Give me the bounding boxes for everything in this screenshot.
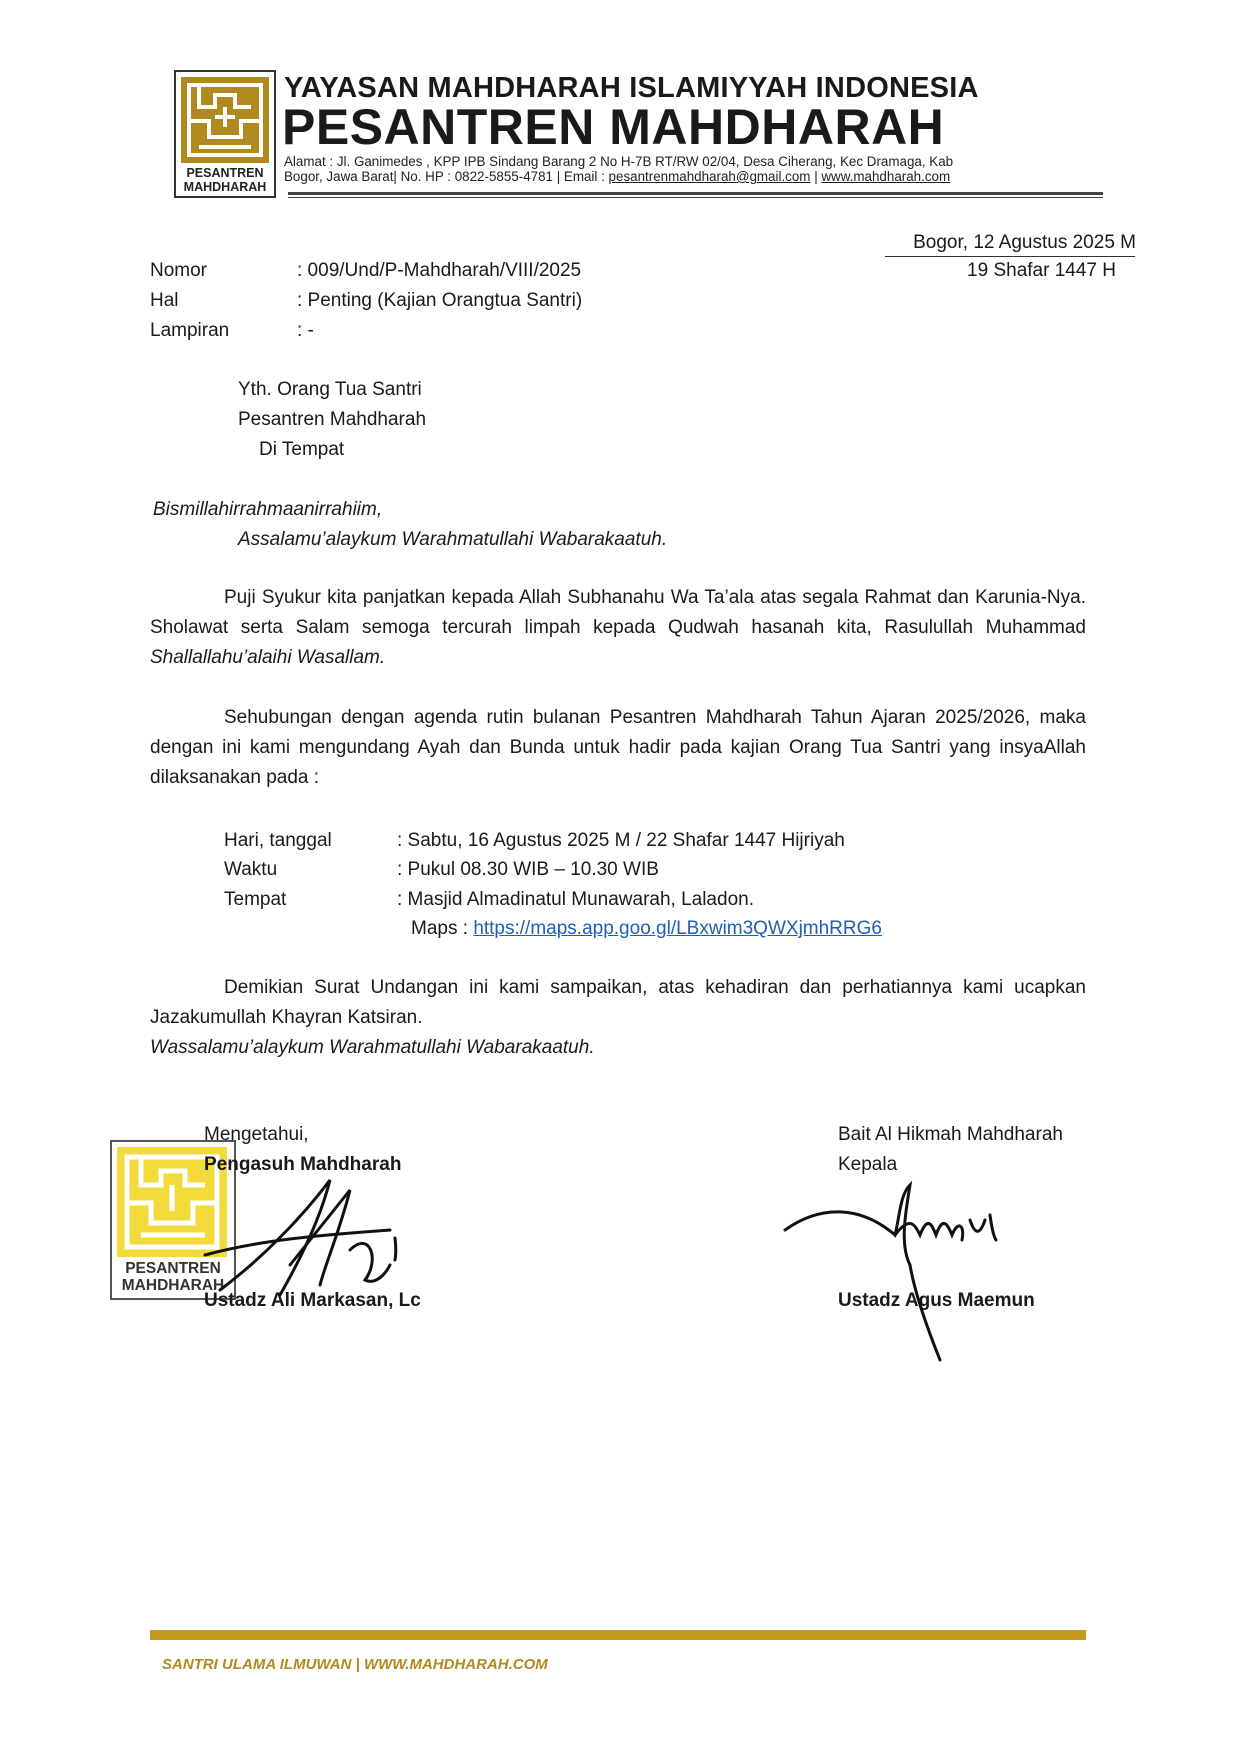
logo-caption-line1: PESANTREN <box>186 166 264 180</box>
org-name: YAYASAN MAHDHARAH ISLAMIYYAH INDONESIA <box>284 72 979 104</box>
address-line-1: Alamat : Jl. Ganimedes , KPP IPB Sindang Barang 2 No H-7B RT/RW 02/04, Desa Ciherang, Kec Dramaga, Kab <box>284 154 954 169</box>
signature-left-intro: Mengetahui, <box>204 1124 309 1145</box>
opening-salam: Assalamu’alaykum Warahmatullahi Wabarakaatuh. <box>238 529 668 550</box>
date-masehi: Bogor, 12 Agustus 2025 M <box>913 232 1136 253</box>
recipient-line-2: Pesantren Mahdharah <box>238 409 427 430</box>
meta-value-hal: : Penting (Kajian Orangtua Santri) <box>297 290 583 311</box>
recipient-line-1: Yth. Orang Tua Santri <box>238 379 422 400</box>
detail-value-time: : Pukul 08.30 WIB – 10.30 WIB <box>397 859 659 880</box>
recipient-line-3: Di Tempat <box>259 439 345 460</box>
maps-link[interactable]: https://maps.app.goo.gl/LBxwim3QWXjmhRRG6 <box>473 918 882 939</box>
detail-value-place: : Masjid Almadinatul Munawarah, Laladon. <box>397 889 754 910</box>
footer-text: SANTRI ULAMA ILMUWAN | WWW.MAHDHARAH.COM <box>162 1656 548 1673</box>
meta-label-hal: Hal <box>150 290 179 311</box>
address-contact: Bogor, Jawa Barat| No. HP : 0822-5855-4781 | Email : <box>284 169 609 184</box>
paragraph-3: Demikian Surat Undangan ini kami sampaikan, atas kehadiran dan perhatiannya kami ucapkan Jazakumullah Khayran Katsiran. <box>150 977 1086 1028</box>
handwritten-signature-right-icon <box>780 1175 1010 1365</box>
footer-bar <box>150 1630 1086 1640</box>
logo-caption-line2: MAHDHARAH <box>183 180 267 194</box>
letterhead-divider-thin <box>288 197 1103 198</box>
paragraph-1-shalawat: Shallallahu’alaihi Wasallam. <box>150 647 386 668</box>
detail-label-time: Waktu <box>224 859 278 880</box>
signature-left-role: Pengasuh Mahdharah <box>204 1154 402 1175</box>
address-separator: | <box>810 169 822 184</box>
date-hijri: 19 Shafar 1447 H <box>967 260 1116 281</box>
detail-label-date: Hari, tanggal <box>224 830 332 851</box>
meta-value-lampiran: : - <box>297 320 314 341</box>
website-link[interactable]: www.mahdharah.com <box>821 169 951 184</box>
signature-left-name: Ustadz Ali Markasan, Lc <box>204 1290 421 1311</box>
detail-label-place: Tempat <box>224 889 287 910</box>
paragraph-2: Sehubungan dengan agenda rutin bulanan Pesantren Mahdharah Tahun Ajaran 2025/2026, maka dengan ini kami mengundang Ayah dan Bunda untuk hadir pada kajian Orang Tua Santri yang insyaAllah dilaksanakan pada : <box>150 707 1086 788</box>
stamp-caption-line2: MAHDHARAH <box>121 1277 225 1294</box>
maps-label: Maps : <box>411 918 474 939</box>
closing-salam: Wassalamu’alaykum Warahmatullahi Wabarakaatuh. <box>150 1037 595 1058</box>
signature-right-intro: Bait Al Hikmah Mahdharah <box>838 1124 1063 1145</box>
detail-value-date: : Sabtu, 16 Agustus 2025 M / 22 Shafar 1447 Hijriyah <box>397 830 845 851</box>
handwritten-signature-left-icon <box>200 1170 410 1300</box>
meta-label-lampiran: Lampiran <box>150 320 230 341</box>
letterhead-divider <box>288 192 1103 195</box>
paragraph-1-text: Puji Syukur kita panjatkan kepada Allah Subhanahu Wa Ta’ala atas segala Rahmat dan Karunia-Nya. Sholawat serta Salam semoga tercurah limpah kepada Qudwah hasanah kita, Rasulullah Muhammad <box>150 587 1086 638</box>
stamp-caption-line1: PESANTREN <box>125 1260 221 1277</box>
maps-line <box>411 914 882 944</box>
meta-label-nomor: Nomor <box>150 260 208 281</box>
email-link[interactable]: pesantrenmahdharah@gmail.com <box>608 169 811 184</box>
logo-emblem <box>181 77 269 163</box>
signature-right-role: Kepala <box>838 1154 898 1175</box>
paragraph-1 <box>150 583 1086 673</box>
kufic-pattern-icon <box>181 77 269 163</box>
address-line-2 <box>284 169 950 185</box>
pesantren-logo <box>174 70 276 198</box>
signature-right-name: Ustadz Agus Maemun <box>838 1290 1035 1311</box>
org-title: PESANTREN MAHDHARAH <box>282 99 945 155</box>
basmalah: Bismillahirrahmaanirrahiim, <box>153 499 383 520</box>
meta-value-nomor: : 009/Und/P-Mahdharah/VIII/2025 <box>297 260 582 281</box>
